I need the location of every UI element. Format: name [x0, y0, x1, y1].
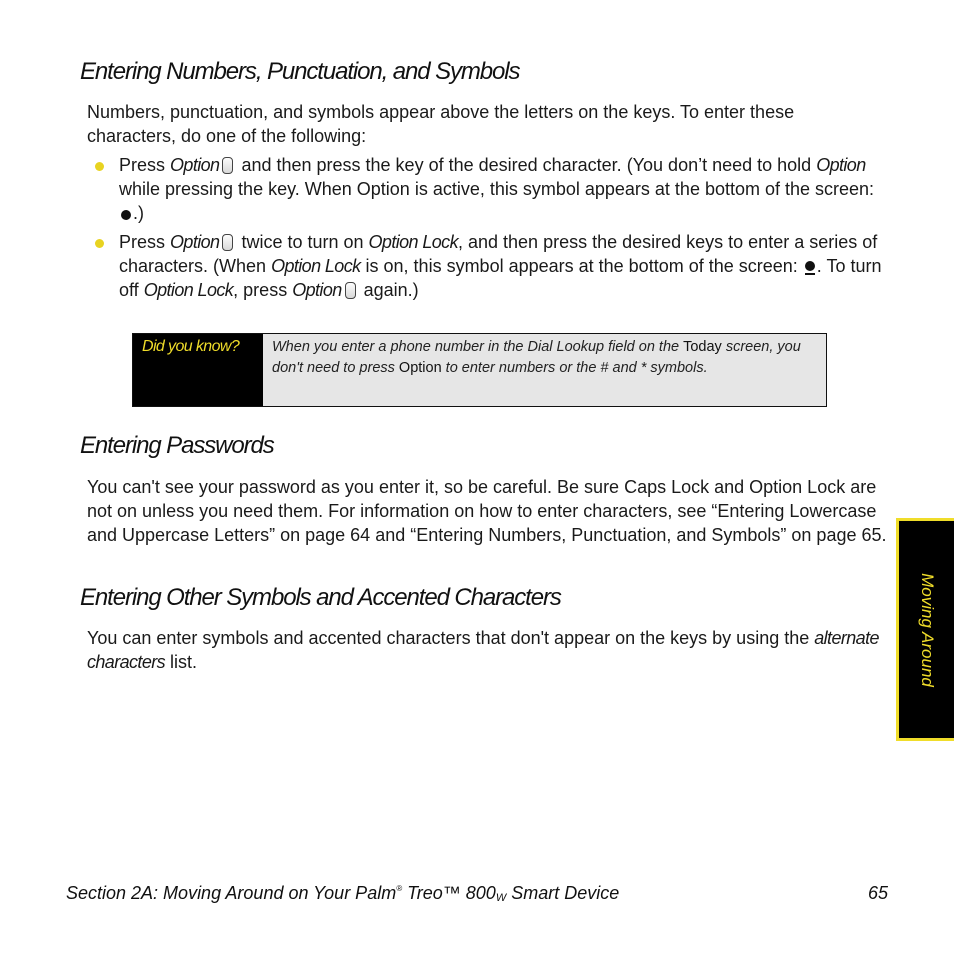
alternate-characters-term: alternate characters	[87, 628, 879, 672]
option-term: Option	[398, 359, 442, 376]
option-term: Option	[170, 232, 220, 252]
option-active-symbol-icon	[121, 210, 131, 220]
text: list.	[165, 652, 198, 672]
text: .)	[133, 203, 144, 223]
section-heading-passwords: Entering Passwords	[80, 432, 274, 459]
page-footer	[66, 883, 619, 904]
registered-mark: ®	[396, 884, 403, 893]
passwords-body: You can't see your password as you enter it, so be careful. Be sure Caps Lock and Option Lock are not on unless you need them. For information on how to enter characters, see “Entering Lowercase and Uppercase Letters” on page 64 and “Entering Numbers, Punctuation, and Symbols” on page 65.	[87, 477, 887, 545]
option-key-icon	[345, 282, 356, 299]
option-lock-term: Option Lock	[368, 232, 458, 252]
option-lock-term: Option Lock	[271, 256, 361, 276]
text: Smart Device	[506, 883, 620, 903]
page-number: 65	[868, 883, 889, 903]
text: Treo™ 800	[402, 883, 496, 903]
bullet-dot	[95, 239, 104, 248]
side-chapter-tab	[896, 518, 954, 741]
text: Press	[119, 232, 171, 252]
text: You can enter symbols and accented characters that don't appear on the keys by using the	[87, 628, 815, 648]
did-you-know-box	[132, 333, 827, 407]
text: and then press the key of the desired character. (You don’t need to hold	[236, 155, 817, 175]
bullet-item-option-lock	[119, 230, 889, 302]
text: When you enter a phone number in the Dial Lookup field on the	[272, 339, 684, 355]
text: Press	[119, 155, 171, 175]
text: , press	[233, 280, 293, 300]
option-lock-symbol-icon	[805, 261, 815, 275]
section-intro: Numbers, punctuation, and symbols appear above the letters on the keys. To enter these characters, do one of the following:	[87, 102, 795, 146]
text: while pressing the key. When Option is active, this symbol appears at the bottom of the screen:	[119, 179, 875, 199]
bullet-item-option	[119, 153, 889, 225]
option-key-icon	[222, 157, 233, 174]
option-lock-term: Option Lock	[143, 280, 234, 300]
today-term: Today	[683, 339, 722, 355]
option-term: Option	[816, 155, 866, 175]
side-chapter-label: Moving Around	[917, 572, 937, 687]
model-subscript: W	[495, 892, 507, 904]
did-you-know-label: Did you know?	[133, 334, 263, 406]
did-you-know-text	[263, 334, 826, 406]
section-heading-other-symbols: Entering Other Symbols and Accented Characters	[80, 584, 561, 611]
text: . To turn off	[119, 256, 882, 300]
text: screen, you don't need to press	[272, 339, 801, 376]
option-term: Option	[170, 155, 220, 175]
other-symbols-body	[87, 626, 887, 674]
text: is on, this symbol appears at the bottom of the screen:	[360, 256, 803, 276]
text: Section 2A: Moving Around on Your Palm	[66, 883, 397, 903]
text: twice to turn on	[236, 232, 369, 252]
text: to enter numbers or the # and * symbols.	[441, 359, 708, 376]
option-key-icon	[222, 234, 233, 251]
section-heading-numbers: Entering Numbers, Punctuation, and Symbols	[80, 58, 520, 85]
text: again.)	[358, 280, 419, 300]
text: , and then press the desired keys to enter a series of characters. (When	[119, 232, 878, 276]
option-term: Option	[292, 280, 342, 300]
bullet-dot	[95, 162, 104, 171]
